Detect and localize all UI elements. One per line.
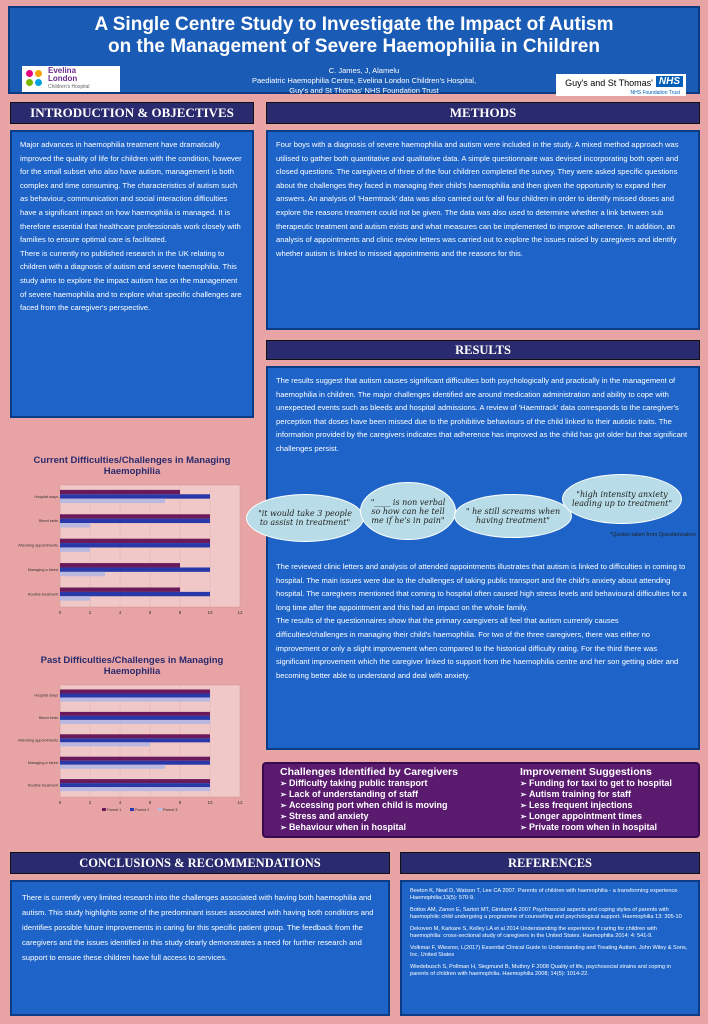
legend-swatch — [102, 808, 106, 811]
bar — [60, 587, 180, 591]
x-tick-label: 10 — [207, 800, 213, 805]
bar — [60, 514, 210, 518]
category-label: Hospital stays — [34, 693, 58, 698]
bar — [60, 494, 210, 498]
x-tick-label: 0 — [58, 610, 62, 615]
bar — [60, 712, 210, 716]
bar — [60, 757, 210, 761]
intro-paragraph-2: There is currently no published research in the UK relating to children with a diagnosis of autism and severe haemophilia. This study aims to explore the impact autism has on the management of severe haemophilia and to explore what specific challenges are faced from the caregiver's perspective. — [20, 248, 242, 313]
x-tick-label: 2 — [88, 800, 92, 805]
intro-paragraph-1: Major advances in haemophilia treatment have dramatically improved the quality of life for children with the condition, however for the small subset who also have autism, management is both complex and time consuming. The characteristics of autism such as behaviour, communication and social interaction difficulties have a significant impact on how haemophilia is managed. It is therefore essential that healthcare professionals work closely with families to ensure optimal care is facilitated. — [20, 140, 242, 245]
category-label: Routine treatment — [27, 592, 58, 597]
affiliation-2: Guy's and St Thomas' NHS Foundation Trust — [289, 86, 439, 95]
intro-panel — [10, 130, 254, 418]
category-label: Hospital stays — [34, 494, 58, 499]
suggestions-heading: Improvement Suggestions — [520, 766, 652, 778]
suggestion-item: ➢ Less frequent injections — [520, 800, 672, 811]
suggestion-item: ➢ Longer appointment times — [520, 811, 672, 822]
category-label: Bleed beds — [39, 519, 58, 524]
evelina-dots-icon — [26, 70, 44, 88]
x-tick-label: 4 — [118, 610, 122, 615]
bar — [60, 543, 210, 547]
gstt-sub: NHS Foundation Trust — [630, 90, 680, 96]
suggestion-item: ➢ Funding for taxi to get to hospital — [520, 778, 672, 789]
challenges-suggestions-box — [262, 762, 700, 838]
bar — [60, 787, 210, 791]
bar — [60, 567, 210, 571]
results-paragraph-2: The reviewed clinic letters and analysis of attended appointments illustrates that autism is linked to difficulties in coming to hospital. The main issues were due to the challenges of taking public transport and the child's anxiety about attending hospital. The caregivers mentioned that coming to hospital often caused high stress levels and behavioural difficulties for a long time after the appointment and this had an impact on the whole family. — [276, 562, 687, 612]
legend-label: Parent 3 — [163, 808, 178, 812]
bar — [60, 742, 150, 746]
bar — [60, 499, 165, 503]
challenge-item: ➢ Behaviour when in hospital — [280, 822, 458, 833]
bar — [60, 490, 180, 494]
chart-1-svg — [12, 477, 252, 615]
suggestions-list — [520, 778, 672, 833]
gstt-logo — [556, 74, 686, 96]
methods-text: Four boys with a diagnosis of severe haemophilia and autism were included in the study. A mixed method approach was utilised to gather both quantitative and qualitative data. A simple questionnaire was devised incorporating both open and closed questions. The caregivers of three of the four children completed the survey. They were asked specific questions about the challenges they faced in managing their child's haemophilia and then given the opportunity to expand their answers. An analysis of 'Haemtrack' data was also carried out for all four children in order to identify missed doses and explore the reasons treatment could not be given. The data was also used to determine whether a link between sub therapeutic treatment and autism exists and what measures can be implemented to improve adherence. In addition, an analysis of appointments and clinic review letters was carried out to explore the issues raised by caregivers and identify whether autism is linked to missed appointments and the reasons for this. — [276, 140, 679, 258]
category-label: Attending appointments — [18, 738, 58, 743]
methods-panel — [266, 130, 700, 330]
bar — [60, 596, 90, 600]
bar — [60, 523, 90, 527]
title-line-1: A Single Centre Study to Investigate the Impact of Autism — [94, 14, 614, 35]
chart-2-svg — [12, 677, 252, 822]
current-difficulties-chart — [12, 455, 252, 615]
x-tick-label: 6 — [148, 610, 152, 615]
nhs-logo: NHS — [656, 76, 683, 87]
gstt-name: Guy's and St Thomas' — [565, 78, 653, 88]
category-label: Managing a bleed — [27, 760, 58, 765]
bar — [60, 698, 210, 702]
bar — [60, 539, 210, 543]
reference-item: Beeton K, Neal D, Watson T, Lee CA 2007. Parents of children with haemophilia - a transforming experience. Haemophilia;13(5): 570-9. — [410, 888, 679, 901]
authors-block — [210, 66, 518, 96]
bar — [60, 765, 165, 769]
quotes-caption: *Quotes taken from Questionnaires — [610, 532, 696, 538]
bar — [60, 592, 210, 596]
quote-bubble-3: " he still screams when having treatment" — [454, 494, 572, 538]
reference-item: Dekoven M, Karkare S, Kelley LA et al 2014 Understanding the experience if caring for children with haemophilia: cross-sectional study of caregivers in the United States. Haemophilia 2014: 4: 541-9. — [410, 926, 657, 939]
x-tick-label: 8 — [178, 800, 182, 805]
past-difficulties-chart — [12, 655, 252, 835]
quote-bubble-4: "high intensity anxiety leading up to treatment" — [562, 474, 682, 524]
quote-bubble-2: "____ is non verbal so how can he tell me if he's in pain" — [360, 482, 456, 540]
legend-label: Parent 2 — [135, 808, 150, 812]
bar — [60, 734, 210, 738]
x-tick-label: 2 — [88, 610, 92, 615]
x-tick-label: 8 — [178, 610, 182, 615]
poster-header — [8, 6, 700, 94]
bar — [60, 720, 210, 724]
category-label: Attending appointments — [18, 543, 58, 548]
suggestion-item: ➢ Autism training for staff — [520, 789, 672, 800]
x-tick-label: 10 — [207, 610, 213, 615]
bar — [60, 572, 105, 576]
chart-1-title: Current Difficulties/Challenges in Managing Haemophilia — [33, 455, 231, 477]
references-panel — [400, 880, 700, 1016]
bar — [60, 783, 210, 787]
x-tick-label: 12 — [237, 610, 243, 615]
results-paragraph-1: The results suggest that autism causes significant difficulties both psychologically and practically in the management of haemophilia in children. The major challenges identified are around medication administration and ability to cope with unexpected events such as bleeds and hospital admissions. A review of 'Haemtrack' data corresponds to the caregiver's perception that doses have been missed due to the prohibitive behaviours of the child linked to their autistic traits. The information provided by the caregivers indicates that adherence has improved as the child has got older but that significant challenges persist. — [276, 376, 688, 453]
challenges-heading: Challenges Identified by Caregivers — [280, 766, 458, 778]
conclusions-panel — [10, 880, 390, 1016]
quote-bubble-1: "it would take 3 people to assist in treatment" — [246, 494, 364, 542]
reference-item: Volkmar F, Wiesner, L(2017) Essential Clinical Guide to Understanding and Treating Autism. John Wiley & Sons, Inc. United States — [410, 945, 688, 958]
category-label: Routine treatment — [27, 783, 58, 788]
legend-label: Parent 1 — [107, 808, 122, 812]
chart-2-title: Past Difficulties/Challenges in Managing Haemophilia — [40, 655, 224, 677]
challenge-item: ➢ Stress and anxiety — [280, 811, 458, 822]
conclusions-heading: CONCLUSIONS & RECOMMENDATIONS — [10, 852, 390, 874]
legend-swatch — [158, 808, 162, 811]
bar — [60, 519, 210, 523]
conclusions-text: There is currently very limited research into the challenges associated with having both haemophilia and autism. This study highlights some of the predominant issues associated with having both conditions and identifies possible future improvements in caring for this specific patient group. The feedback from the caregivers and the issues identified in this study clearly demonstrates a need for further research and support to ensure these children have full access to services. — [22, 893, 374, 962]
bar — [60, 716, 210, 720]
legend-swatch — [130, 808, 134, 811]
reference-item: Wiedebusch S, Pollman H, Siegmund B, Muthny F 2008 Quality of life, psychosocial strains and coping in parents of children with haemophilia. Haemophilia 2008; 14(5): 1014-22. — [410, 964, 671, 977]
challenges-column — [280, 766, 458, 833]
poster-title — [10, 8, 698, 58]
category-label: Bleed beds — [39, 716, 58, 721]
suggestion-item: ➢ Private room when in hospital — [520, 822, 672, 833]
x-tick-label: 0 — [58, 800, 62, 805]
challenge-item: ➢ Difficulty taking public transport — [280, 778, 458, 789]
category-label: Managing a bleed — [27, 567, 58, 572]
suggestions-column — [520, 766, 672, 833]
bar — [60, 689, 210, 693]
methods-heading: METHODS — [266, 102, 700, 124]
london-name: London — [48, 74, 78, 83]
affiliation-1: Paediatric Haemophilia Centre, Evelina London Children's Hospital, — [251, 76, 477, 85]
challenge-item: ➢ Accessing port when child is moving — [280, 800, 458, 811]
bar — [60, 779, 210, 783]
results-panel — [266, 366, 700, 750]
bar — [60, 563, 180, 567]
authors: C. James, J, Alamelu — [328, 66, 400, 75]
evelina-logo — [22, 66, 120, 92]
references-heading: REFERENCES — [400, 852, 700, 874]
results-paragraph-3: The results of the questionnaires show that the primary caregivers all feel that autism currently causes difficulties/challenges in managing their child's haemophilia. For two of the three caregivers, there was either no improvement or only a slight improvement when compared to the historical difficulty rating. For the third there was significant improvement which the caregiver linked to support from the haemophilia centre and her son getting older and becoming better able to understand and deal with anxiety. — [276, 616, 679, 680]
results-heading: RESULTS — [266, 340, 700, 360]
bar — [60, 761, 210, 765]
bar — [60, 738, 210, 742]
evelina-sub: Children's Hospital — [48, 84, 90, 90]
x-tick-label: 12 — [237, 800, 243, 805]
challenges-list — [280, 778, 458, 833]
title-line-2: on the Management of Severe Haemophilia in Children — [108, 36, 600, 57]
x-tick-label: 4 — [118, 800, 122, 805]
intro-heading: INTRODUCTION & OBJECTIVES — [10, 102, 254, 124]
reference-item: Bottos AM, Zanon E, Sartori MT, Girolami A 2007 Psychosocial aspects and coping styles of parents with haemophilic child undergoing a programme of counselling and psychological support. Haemophilia 13: 305-10 — [410, 907, 682, 920]
bar — [60, 547, 90, 551]
evelina-name: Evelina — [48, 66, 77, 75]
x-tick-label: 6 — [148, 800, 152, 805]
challenge-item: ➢ Lack of understanding of staff — [280, 789, 458, 800]
bar — [60, 694, 210, 698]
